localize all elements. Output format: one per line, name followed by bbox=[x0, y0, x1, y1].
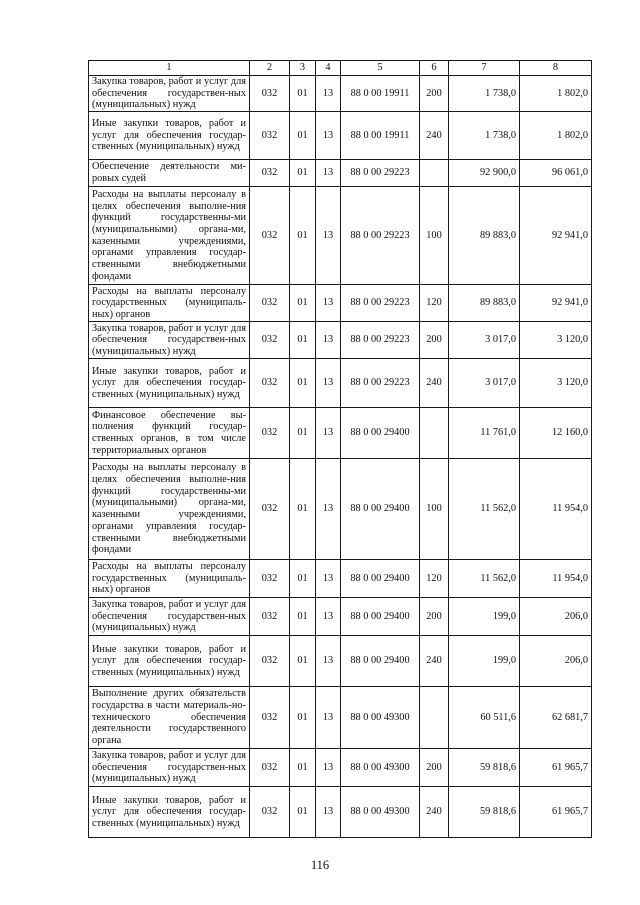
amount-year-2: 1 802,0 bbox=[520, 112, 592, 160]
amount-year-1: 11 562,0 bbox=[449, 560, 520, 598]
expense-name: Закупка товаров, работ и услуг для обеспечения государствен-ных (муниципальных) нужд bbox=[89, 322, 250, 359]
expense-name: Финансовое обеспечение вы-полнения функций государ-ственных органов, в том числе территориальных органов bbox=[89, 408, 250, 459]
section-code: 01 bbox=[290, 285, 316, 322]
expense-name: Расходы на выплаты персоналу государственных (муниципаль-ных) органов bbox=[89, 560, 250, 598]
amount-year-1: 1 738,0 bbox=[449, 76, 520, 112]
subsection-code: 13 bbox=[316, 687, 341, 749]
expense-type-code: 100 bbox=[420, 459, 449, 560]
subsection-code: 13 bbox=[316, 285, 341, 322]
admin-code: 032 bbox=[250, 112, 290, 160]
subsection-code: 13 bbox=[316, 560, 341, 598]
section-code: 01 bbox=[290, 76, 316, 112]
admin-code: 032 bbox=[250, 687, 290, 749]
admin-code: 032 bbox=[250, 187, 290, 285]
section-code: 01 bbox=[290, 408, 316, 459]
table-row bbox=[89, 408, 592, 459]
expense-type-code: 120 bbox=[420, 560, 449, 598]
target-article-code: 88 0 00 19911 bbox=[341, 112, 420, 160]
table-row bbox=[89, 160, 592, 187]
column-header: 3 bbox=[290, 61, 316, 76]
target-article-code: 88 0 00 29400 bbox=[341, 560, 420, 598]
page-number: 116 bbox=[310, 858, 330, 872]
column-header: 6 bbox=[420, 61, 449, 76]
table-row bbox=[89, 636, 592, 687]
amount-year-1: 11 562,0 bbox=[449, 459, 520, 560]
subsection-code: 13 bbox=[316, 749, 341, 787]
expense-name: Расходы на выплаты персоналу в целях обеспечения выполне-ния функций государственны-ми (муниципальными) органа-ми, казенными учреждениями, органами управления государ-ственными внебюджетными фондами bbox=[89, 187, 250, 285]
target-article-code: 88 0 00 29223 bbox=[341, 359, 420, 408]
amount-year-2: 206,0 bbox=[520, 636, 592, 687]
admin-code: 032 bbox=[250, 749, 290, 787]
column-header: 2 bbox=[250, 61, 290, 76]
section-code: 01 bbox=[290, 636, 316, 687]
amount-year-2: 92 941,0 bbox=[520, 187, 592, 285]
section-code: 01 bbox=[290, 187, 316, 285]
subsection-code: 13 bbox=[316, 408, 341, 459]
table-row bbox=[89, 285, 592, 322]
section-code: 01 bbox=[290, 322, 316, 359]
expense-name: Выполнение других обязательств государства в части материаль-но-технического обеспечения деятельности государственного органа bbox=[89, 687, 250, 749]
amount-year-1: 199,0 bbox=[449, 598, 520, 636]
target-article-code: 88 0 00 29400 bbox=[341, 408, 420, 459]
target-article-code: 88 0 00 29223 bbox=[341, 322, 420, 359]
table-row bbox=[89, 560, 592, 598]
amount-year-1: 199,0 bbox=[449, 636, 520, 687]
column-header: 8 bbox=[520, 61, 592, 76]
expense-type-code: 200 bbox=[420, 598, 449, 636]
expense-type-code bbox=[420, 160, 449, 187]
table-row bbox=[89, 598, 592, 636]
subsection-code: 13 bbox=[316, 359, 341, 408]
subsection-code: 13 bbox=[316, 636, 341, 687]
section-code: 01 bbox=[290, 459, 316, 560]
amount-year-2: 11 954,0 bbox=[520, 459, 592, 560]
expense-type-code: 240 bbox=[420, 787, 449, 838]
admin-code: 032 bbox=[250, 598, 290, 636]
section-code: 01 bbox=[290, 598, 316, 636]
expense-type-code: 200 bbox=[420, 322, 449, 359]
expense-type-code: 240 bbox=[420, 112, 449, 160]
admin-code: 032 bbox=[250, 160, 290, 187]
table-header-row bbox=[89, 61, 592, 76]
admin-code: 032 bbox=[250, 76, 290, 112]
target-article-code: 88 0 00 29400 bbox=[341, 459, 420, 560]
amount-year-2: 61 965,7 bbox=[520, 787, 592, 838]
amount-year-2: 3 120,0 bbox=[520, 322, 592, 359]
expense-type-code: 120 bbox=[420, 285, 449, 322]
target-article-code: 88 0 00 29223 bbox=[341, 187, 420, 285]
target-article-code: 88 0 00 29223 bbox=[341, 285, 420, 322]
section-code: 01 bbox=[290, 749, 316, 787]
subsection-code: 13 bbox=[316, 322, 341, 359]
amount-year-2: 3 120,0 bbox=[520, 359, 592, 408]
subsection-code: 13 bbox=[316, 160, 341, 187]
target-article-code: 88 0 00 29400 bbox=[341, 598, 420, 636]
target-article-code: 88 0 00 29223 bbox=[341, 160, 420, 187]
admin-code: 032 bbox=[250, 560, 290, 598]
target-article-code: 88 0 00 49300 bbox=[341, 687, 420, 749]
amount-year-2: 92 941,0 bbox=[520, 285, 592, 322]
expense-name: Иные закупки товаров, работ и услуг для обеспечения государ-ственных (муниципальных) нужд bbox=[89, 636, 250, 687]
expense-name: Закупка товаров, работ и услуг для обеспечения государствен-ных (муниципальных) нужд bbox=[89, 76, 250, 112]
subsection-code: 13 bbox=[316, 187, 341, 285]
table-row bbox=[89, 112, 592, 160]
admin-code: 032 bbox=[250, 636, 290, 687]
section-code: 01 bbox=[290, 687, 316, 749]
admin-code: 032 bbox=[250, 459, 290, 560]
amount-year-2: 1 802,0 bbox=[520, 76, 592, 112]
table-row bbox=[89, 76, 592, 112]
amount-year-2: 12 160,0 bbox=[520, 408, 592, 459]
table-row bbox=[89, 459, 592, 560]
column-header: 1 bbox=[89, 61, 250, 76]
admin-code: 032 bbox=[250, 408, 290, 459]
expense-name: Закупка товаров, работ и услуг для обеспечения государствен-ных (муниципальных) нужд bbox=[89, 749, 250, 787]
amount-year-1: 89 883,0 bbox=[449, 187, 520, 285]
amount-year-2: 61 965,7 bbox=[520, 749, 592, 787]
target-article-code: 88 0 00 19911 bbox=[341, 76, 420, 112]
amount-year-1: 1 738,0 bbox=[449, 112, 520, 160]
expense-name: Иные закупки товаров, работ и услуг для обеспечения государ-ственных (муниципальных) нужд bbox=[89, 787, 250, 838]
amount-year-2: 62 681,7 bbox=[520, 687, 592, 749]
expense-type-code: 240 bbox=[420, 636, 449, 687]
table-row bbox=[89, 787, 592, 838]
subsection-code: 13 bbox=[316, 112, 341, 160]
table-row bbox=[89, 187, 592, 285]
amount-year-1: 3 017,0 bbox=[449, 322, 520, 359]
admin-code: 032 bbox=[250, 359, 290, 408]
amount-year-2: 96 061,0 bbox=[520, 160, 592, 187]
subsection-code: 13 bbox=[316, 598, 341, 636]
expense-type-code bbox=[420, 408, 449, 459]
expense-name: Закупка товаров, работ и услуг для обеспечения государствен-ных (муниципальных) нужд bbox=[89, 598, 250, 636]
section-code: 01 bbox=[290, 560, 316, 598]
amount-year-1: 92 900,0 bbox=[449, 160, 520, 187]
amount-year-2: 206,0 bbox=[520, 598, 592, 636]
expense-type-code: 200 bbox=[420, 749, 449, 787]
amount-year-1: 89 883,0 bbox=[449, 285, 520, 322]
subsection-code: 13 bbox=[316, 459, 341, 560]
column-header: 7 bbox=[449, 61, 520, 76]
expense-type-code bbox=[420, 687, 449, 749]
admin-code: 032 bbox=[250, 322, 290, 359]
expense-name: Расходы на выплаты персоналу в целях обеспечения выполне-ния функций государственны-ми (муниципальными) органа-ми, казенными учреждениями, органами управления государ-ственными внебюджетными фондами bbox=[89, 459, 250, 560]
subsection-code: 13 bbox=[316, 787, 341, 838]
expense-type-code: 200 bbox=[420, 76, 449, 112]
table-row bbox=[89, 687, 592, 749]
table-row bbox=[89, 322, 592, 359]
section-code: 01 bbox=[290, 359, 316, 408]
column-header: 5 bbox=[341, 61, 420, 76]
expense-name: Иные закупки товаров, работ и услуг для обеспечения государ-ственных (муниципальных) нужд bbox=[89, 112, 250, 160]
table-row bbox=[89, 749, 592, 787]
target-article-code: 88 0 00 29400 bbox=[341, 636, 420, 687]
expense-type-code: 100 bbox=[420, 187, 449, 285]
admin-code: 032 bbox=[250, 285, 290, 322]
expense-type-code: 240 bbox=[420, 359, 449, 408]
target-article-code: 88 0 00 49300 bbox=[341, 787, 420, 838]
section-code: 01 bbox=[290, 112, 316, 160]
admin-code: 032 bbox=[250, 787, 290, 838]
target-article-code: 88 0 00 49300 bbox=[341, 749, 420, 787]
amount-year-1: 3 017,0 bbox=[449, 359, 520, 408]
amount-year-1: 59 818,6 bbox=[449, 749, 520, 787]
expense-name: Иные закупки товаров, работ и услуг для обеспечения государ-ственных (муниципальных) нужд bbox=[89, 359, 250, 408]
subsection-code: 13 bbox=[316, 76, 341, 112]
amount-year-2: 11 954,0 bbox=[520, 560, 592, 598]
expense-name: Обеспечение деятельности ми-ровых судей bbox=[89, 160, 250, 187]
table-row bbox=[89, 359, 592, 408]
amount-year-1: 59 818,6 bbox=[449, 787, 520, 838]
amount-year-1: 60 511,6 bbox=[449, 687, 520, 749]
column-header: 4 bbox=[316, 61, 341, 76]
amount-year-1: 11 761,0 bbox=[449, 408, 520, 459]
expense-name: Расходы на выплаты персоналу государственных (муниципаль-ных) органов bbox=[89, 285, 250, 322]
section-code: 01 bbox=[290, 160, 316, 187]
budget-table bbox=[88, 60, 592, 838]
section-code: 01 bbox=[290, 787, 316, 838]
